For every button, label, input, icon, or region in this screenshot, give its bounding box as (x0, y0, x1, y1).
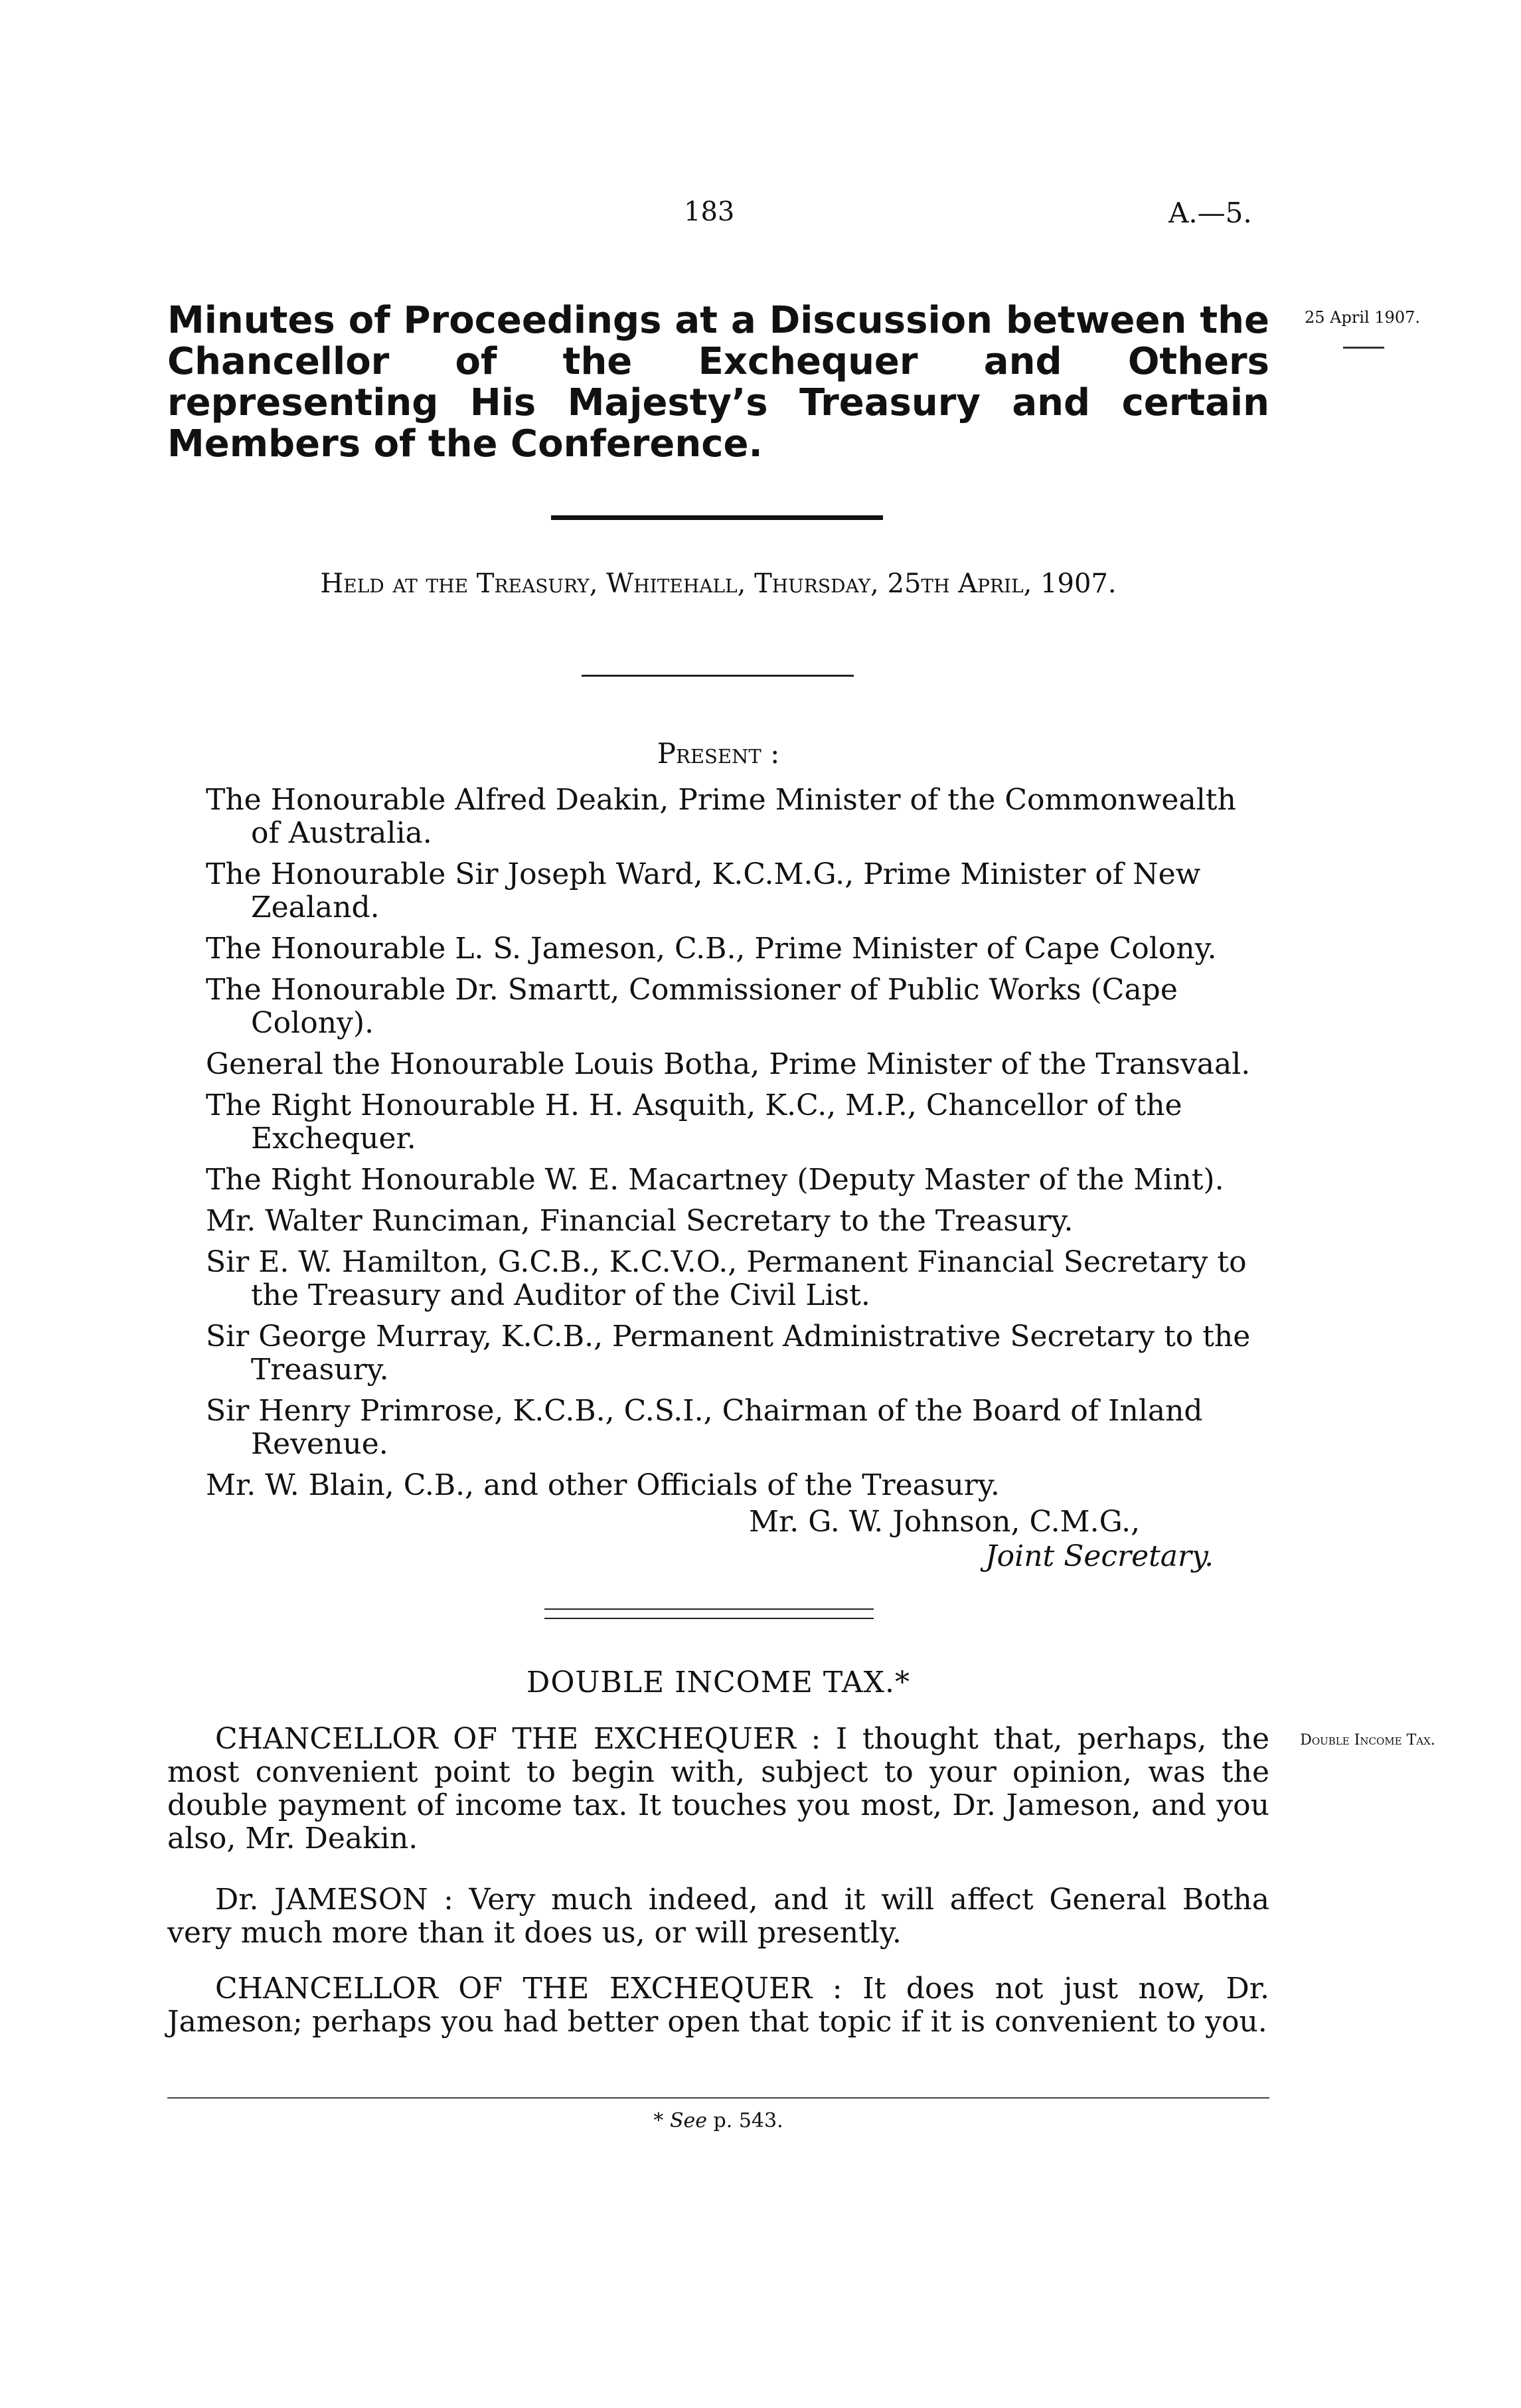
paragraph-chancellor-1: CHANCELLOR OF THE EXCHEQUER : I thought that, perhaps, the most convenient point to begin with, subject to your opinion, was the double payment of income tax. It touches you most, Dr. Jameson, and you also, Mr. Deakin. (167, 1722, 1269, 1855)
present-heading: Present : (657, 737, 780, 770)
attendee-primrose: Sir Henry Primrose, K.C.B., C.S.I., Chairman of the Board of Inland Revenue. (206, 1394, 1203, 1461)
held-at-line: Held at the Treasury, Whitehall, Thursday, 25th April, 1907. (320, 568, 1117, 599)
attendee-macartney: The Right Honourable W. E. Macartney (Deputy Master of the Mint). (206, 1163, 1224, 1197)
document-code: A.—5. (1168, 197, 1252, 229)
attendee-smartt: The Honourable Dr. Smartt, Commissioner of Public Works (Cape Colony). (206, 973, 1178, 1040)
document-title: Minutes of Proceedings at a Discussion between the Chancellor of the Exchequer and Others representing His Majesty’s Treasury and certain Members of the Conference. (167, 299, 1269, 466)
attendee-hamilton: Sir E. W. Hamilton, G.C.B., K.C.V.O., Permanent Financial Secretary to the Treasury and Auditor of the Civil List. (206, 1245, 1247, 1312)
attendee-deakin: The Honourable Alfred Deakin, Prime Minister of the Commonwealth of Australia. (206, 783, 1236, 850)
section-divider (544, 1608, 874, 1619)
attendee-botha: General the Honourable Louis Botha, Prime Minister of the Transvaal. (206, 1047, 1251, 1081)
title-divider (551, 515, 883, 520)
joint-secretary-role: Joint Secretary. (985, 1539, 1214, 1573)
attendee-list (206, 784, 1268, 1510)
footnote (167, 2109, 1269, 2132)
margin-rule (1343, 347, 1384, 349)
section-heading: DOUBLE INCOME TAX.* (526, 1666, 910, 1699)
held-divider (582, 675, 854, 677)
attendee-runciman: Mr. Walter Runciman, Financial Secretary to the Treasury. (206, 1204, 1074, 1238)
attendee-jameson: The Honourable L. S. Jameson, C.B., Prime Minister of Cape Colony. (206, 932, 1217, 966)
footnote-divider (167, 2097, 1269, 2099)
footnote-marker: * (653, 2109, 670, 2132)
attendee-blain: Mr. W. Blain, C.B., and other Officials of the Treasury. (206, 1468, 1000, 1502)
paragraph-jameson: Dr. JAMESON : Very much indeed, and it will affect General Botha very much more than it does us, or will presently. (167, 1883, 1269, 1950)
page-number: 183 (684, 197, 735, 227)
joint-secretary-name: Mr. G. W. Johnson, C.M.G., (749, 1505, 1141, 1539)
margin-section-label: Double Income Tax. (1300, 1732, 1435, 1749)
footnote-ref: p. 543. (707, 2109, 783, 2132)
margin-date: 25 April 1907. (1305, 308, 1421, 327)
attendee-ward: The Honourable Sir Joseph Ward, K.C.M.G., Prime Minister of New Zealand. (206, 857, 1201, 924)
attendee-murray: Sir George Murray, K.C.B., Permanent Administrative Secretary to the Treasury. (206, 1320, 1251, 1387)
footnote-see: See (669, 2109, 707, 2132)
paragraph-chancellor-2: CHANCELLOR OF THE EXCHEQUER : It does not just now, Dr. Jameson; perhaps you had better open that topic if it is convenient to you. (167, 1972, 1269, 2039)
attendee-asquith: The Right Honourable H. H. Asquith, K.C., M.P., Chancellor of the Exchequer. (206, 1088, 1182, 1156)
